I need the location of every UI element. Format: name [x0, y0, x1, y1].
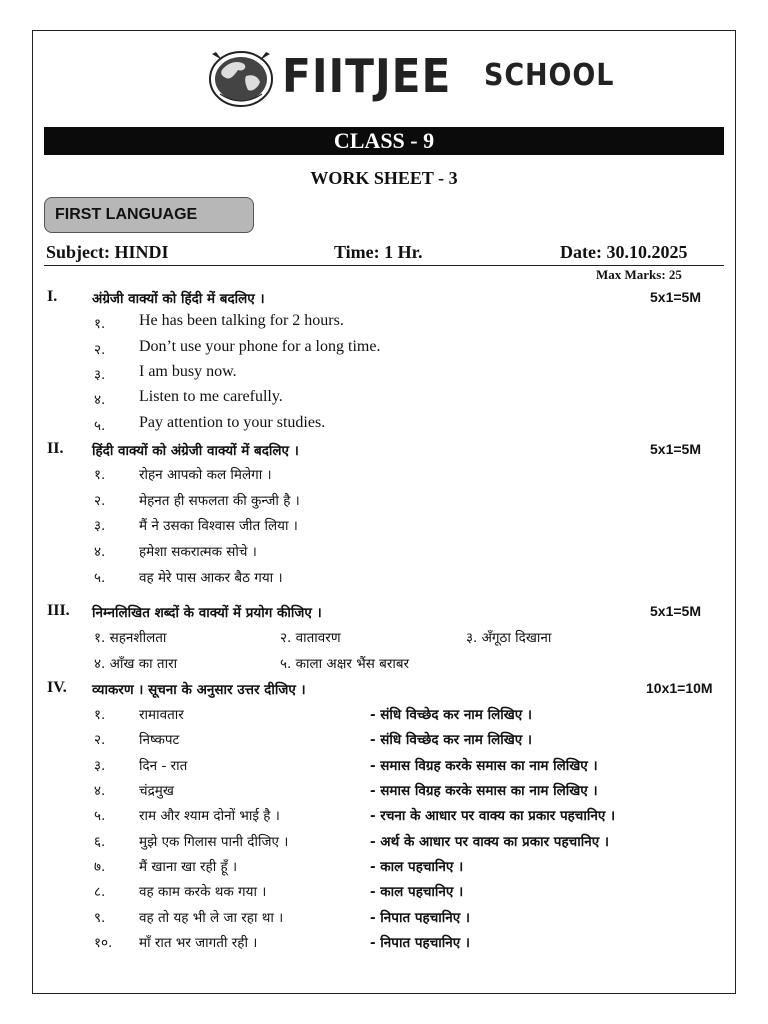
question-text: I am busy now. [139, 363, 237, 380]
time-label: Time: 1 Hr. [334, 242, 423, 262]
section-marks: 5x1=5M [650, 603, 701, 619]
question-number: ३. [94, 367, 106, 383]
question-number: ९. [94, 910, 106, 926]
question-instruction: - समास विग्रह करके समास का नाम लिखिए । [370, 783, 598, 799]
question-number: ४. [94, 392, 106, 408]
question-instruction: - काल पहचानिए । [370, 859, 464, 875]
section-title: हिंदी वाक्यों को अंग्रेजी वाक्यों में बदलिए । [92, 443, 299, 459]
max-marks: Max Marks: 25 [596, 267, 682, 282]
question-text: Don’t use your phone for a long time. [139, 338, 381, 355]
subject-row [46, 240, 726, 264]
question-number: ७. [94, 859, 106, 875]
question-number: १. [94, 707, 106, 723]
question-instruction: - समास विग्रह करके समास का नाम लिखिए । [370, 758, 598, 774]
section-number: II. [47, 440, 64, 457]
question-text: हमेशा सकरात्मक सोचे । [139, 544, 257, 560]
word-item: ४. आँख का तारा [94, 656, 178, 672]
question-text: वह काम करके थक गया । [139, 884, 267, 900]
word-item: २. वातावरण [280, 630, 341, 646]
section-number: IV. [47, 679, 67, 696]
question-number: २. [94, 732, 106, 748]
section-title: निम्नलिखित शब्दों के वाक्यों में प्रयोग कीजिए । [92, 605, 322, 621]
section-number: I. [47, 288, 58, 305]
question-number: १. [94, 467, 106, 483]
section-marks: 5x1=5M [650, 289, 701, 305]
question-instruction: - संधि विच्छेद कर नाम लिखिए । [370, 707, 533, 723]
class-banner: CLASS - 9 [44, 127, 724, 155]
question-number: २. [94, 493, 106, 509]
question-instruction: - रचना के आधार पर वाक्य का प्रकार पहचानिए । [370, 808, 616, 824]
question-text: निष्कपट [139, 732, 180, 748]
section-marks: 10x1=10M [646, 680, 713, 696]
school-logo [206, 44, 615, 112]
subject-label: Subject: HINDI [46, 242, 169, 262]
question-text: माँ रात भर जागती रही । [139, 935, 258, 951]
question-text: वह तो यह भी ले जा रहा था । [139, 910, 284, 926]
question-number: ५. [94, 808, 106, 824]
section-marks: 5x1=5M [650, 441, 701, 457]
question-number: ४. [94, 783, 106, 799]
question-number: ३. [94, 758, 106, 774]
question-text: राम और श्याम दोनों भाई है । [139, 808, 280, 824]
question-instruction: - काल पहचानिए । [370, 884, 464, 900]
question-number: ५. [94, 418, 106, 434]
question-instruction: - अर्थ के आधार पर वाक्य का प्रकार पहचानिए । [370, 834, 609, 850]
question-text: रामावतार [139, 707, 184, 723]
word-item: ३. अँगूठा दिखाना [466, 630, 552, 646]
question-number: ३. [94, 518, 106, 534]
brand-name: FIITJEE [282, 49, 452, 103]
question-number: १. [94, 316, 106, 332]
question-text: He has been talking for 2 hours. [139, 312, 344, 329]
question-text: वह मेरे पास आकर बैठ गया । [139, 570, 283, 586]
question-number: ८. [94, 884, 106, 900]
worksheet-title: WORK SHEET - 3 [310, 168, 458, 188]
word-item: १. सहनशीलता [94, 630, 167, 646]
question-text: चंद्रमुख [139, 783, 174, 799]
globe-emblem-icon [208, 46, 274, 108]
question-instruction: - संधि विच्छेद कर नाम लिखिए । [370, 732, 533, 748]
question-text: मुझे एक गिलास पानी दीजिए । [139, 834, 289, 850]
date-label: Date: 30.10.2025 [560, 242, 688, 262]
section-title: व्याकरण । सूचना के अनुसार उत्तर दीजिए । [92, 682, 306, 698]
question-text: मैं ने उसका विश्वास जीत लिया । [139, 518, 298, 534]
question-instruction: - निपात पहचानिए । [370, 910, 471, 926]
question-text: मेहनत ही सफलता की कुन्जी है । [139, 493, 300, 509]
question-number: ६. [94, 834, 106, 850]
question-text: मैं खाना खा रही हूँ । [139, 859, 238, 875]
question-number: २. [94, 342, 106, 358]
word-item: ५. काला अक्षर भैंस बराबर [280, 656, 410, 672]
section-number: III. [47, 602, 70, 619]
question-text: Pay attention to your studies. [139, 414, 326, 431]
question-number: १०. [94, 935, 113, 951]
question-text: Listen to me carefully. [139, 388, 283, 405]
question-instruction: - निपात पहचानिए । [370, 935, 471, 951]
question-number: ४. [94, 544, 106, 560]
section-title: अंग्रेजी वाक्यों को हिंदी में बदलिए । [92, 291, 265, 307]
first-language-badge: FIRST LANGUAGE [44, 197, 254, 233]
brand-school: SCHOOL [484, 58, 615, 93]
question-number: ५. [94, 570, 106, 586]
question-text: दिन - रात [139, 758, 188, 774]
question-text: रोहन आपको कल मिलेगा । [139, 467, 272, 483]
